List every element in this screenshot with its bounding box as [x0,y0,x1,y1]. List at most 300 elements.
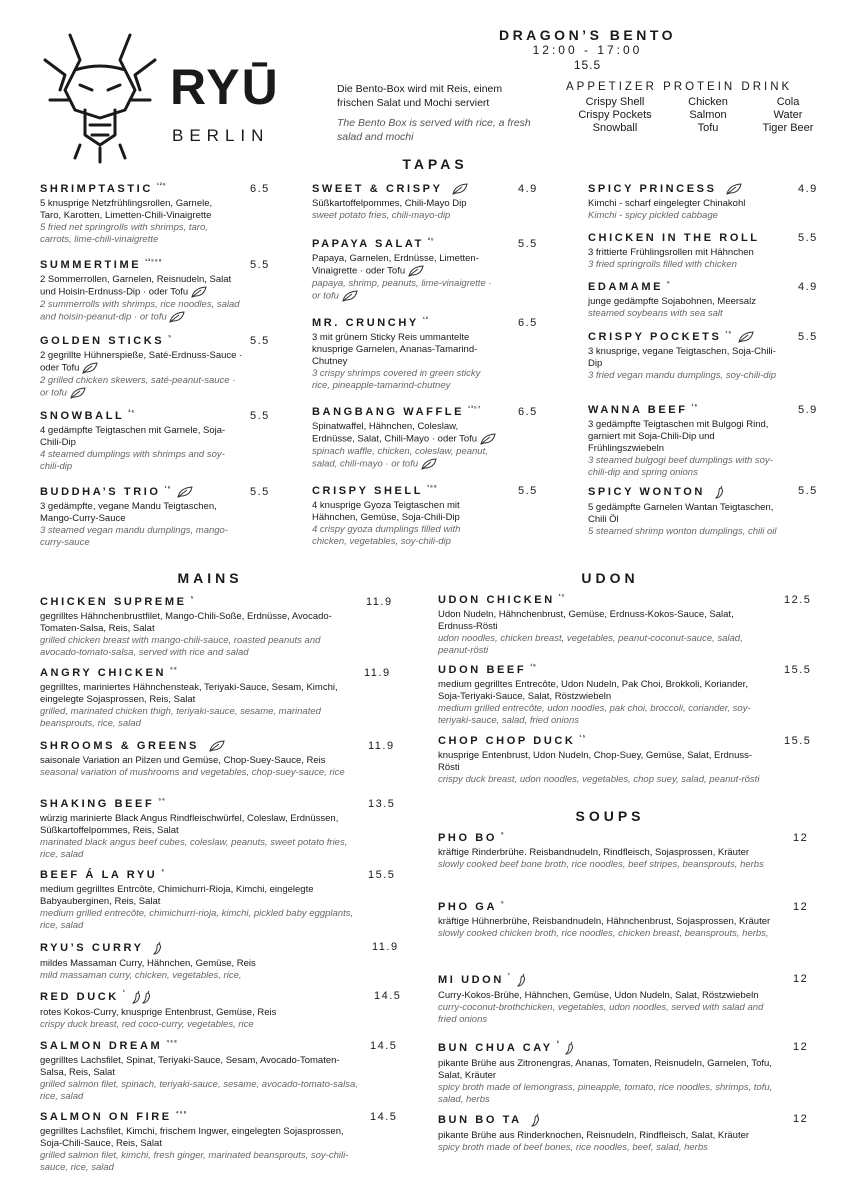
chili-icon [153,941,163,955]
item-price: 12 [793,832,809,844]
item-price: 12 [793,901,809,913]
vegan-leaf-icon [421,458,437,470]
item-description [40,884,360,908]
item-title: SHRIMPTASTIC [40,183,153,195]
chili-icon [142,990,152,1004]
item-description-en [312,446,502,471]
item-allergens: ⁶⁸ [170,667,178,673]
item-description-en [312,368,497,392]
item-price: 5.5 [798,232,818,244]
bento-appetizer: Crispy Pockets [578,109,652,121]
item-description [40,425,230,449]
item-description-text: 3 gedämpfte Teigtaschen mit Bulgogi Rind, garniert mit Soja-Chili-Dip und Frühlingszwiebeln [588,419,769,454]
item-allergens: ¹⁵ [558,594,566,600]
chili-icon [715,485,725,499]
item-description-en [40,908,360,932]
bento-protein: Tofu [697,122,719,134]
tapas-item [588,485,818,538]
item-description [312,421,502,446]
item-name [312,238,497,250]
item-description-en-text: spinach waffle, chicken, coleslaw, peanut, salad, chili-mayo · or tofu [312,445,488,470]
bento-time: 12:00 - 17:00 [532,43,643,57]
item-name [40,1040,360,1052]
item-price: 5.5 [250,486,270,498]
item-description-text: Papaya, Garnelen, Erdnüsse, Limetten-Vinaigrette · oder Tofu [312,253,479,277]
item-title: BEEF Á LA RYU [40,869,158,881]
item-name [312,485,497,497]
item-description-en [40,299,245,324]
section-udon: UDON [581,570,639,586]
item-description-en [312,210,497,222]
soups-item [438,1041,809,1106]
item-name [438,735,768,747]
item-name [438,664,768,676]
item-name [40,740,360,752]
item-description-text: gegrilltes Lachsfilet, Kimchi, frischem Ingwer, eingelegten Sojasprossen, Soja-Chili-Sauce, Reis, Salat [40,1126,344,1149]
item-description-text: 2 Sommerrollen, Garnelen, Reisnudeln, Salat und Hoisin-Erdnuss-Dip · oder Tofu [40,274,232,298]
item-description-en-text: sweet potato fries, chili-mayo-dip [312,210,451,222]
item-name [312,406,502,418]
item-description-text: 2 gegrillte Hühnerspieße, Saté-Erdnuss-Sauce · oder Tofu [40,350,243,374]
item-description-text: 3 gedämpfte, vegane Mandu Teigtaschen, Mango-Curry-Sauce [40,501,217,525]
vegan-leaf-icon [452,183,468,195]
item-name [40,486,245,498]
item-description-en-text: 4 steamed dumplings with shrimps and soy-chili-dip [40,449,225,472]
item-description-text: saisonale Variation an Pilzen und Gemüse, Chop-Suey-Sauce, Reis [40,755,326,767]
item-title: CHOP CHOP DUCK [438,735,576,747]
item-price: 6.5 [518,317,538,329]
mains-item [40,798,396,861]
item-description-en-text: steamed soybeans with sea salt [588,308,723,319]
item-description-en [40,375,245,400]
tapas-item [312,183,538,222]
tapas-item [312,406,538,470]
item-allergens: ⁴⁶⁸ [166,1040,178,1046]
item-description-en [588,210,778,222]
mains-item [40,1111,398,1174]
item-allergens: ¹⁶ [164,486,172,492]
brand-name: RYŪ [170,59,280,115]
item-description-en-text: slowly cooked beef bone broth, rice noodles, beef stripes, beansprouts, herbs [438,859,764,870]
item-description-en-text: marinated black angus beef cubes, coleslaw, peanuts, sweet potato fries, rice, salad [40,837,348,860]
item-description [588,198,778,210]
item-description-en-text: papaya, shrimp, peanuts, lime-vinaigrette · or tofu [312,277,492,302]
item-description-en-text: spicy broth made of beef bones, rice noodles, beef, salad, herbs [438,1142,708,1153]
item-description-en [588,455,778,479]
item-price: 5.5 [518,238,538,250]
item-title: CRISPY POCKETS [588,331,722,343]
item-description-text: 4 gedämpfte Teigtaschen mit Garnele, Soja-Chili-Dip [40,425,226,448]
item-price: 12 [793,1041,809,1053]
item-description-en [588,370,778,382]
item-price: 14.5 [370,1040,398,1052]
soups-item [438,901,809,940]
item-price: 5.9 [798,404,818,416]
item-description-text: pikante Brühe aus Zitronengras, Ananas, Tomaten, Reisnudeln, Garnelen, Tofu, Salat, Kräuter [438,1058,772,1081]
item-description [312,253,497,278]
item-description-text: gegrilltes Lachsfilet, Spinat, Teriyaki-Sauce, Sesam, Avocado-Tomaten-Salsa, Reis, Salat [40,1055,340,1078]
tapas-item [312,317,538,392]
item-allergens: ⁵ [190,596,195,602]
item-title: SNOWBALL [40,410,125,422]
tapas-item [40,259,270,323]
item-description [438,916,783,928]
item-name [40,990,360,1004]
item-description-en-text: seasonal variation of mushrooms and vegetables, chop-suey-sauce, rice [40,767,345,779]
bento-appetizer: Crispy Shell [585,96,645,108]
bento-drink: Cola [776,96,800,108]
item-description [40,274,245,299]
item-price: 12 [793,973,809,985]
item-description-en-text: 3 fried vegan mandu dumplings, soy-chili-dip [588,370,776,382]
item-title: CHICKEN SUPREME [40,596,187,608]
item-title: EDAMAME [588,281,664,293]
item-allergens: ¹⁶⁸ [427,485,438,491]
item-description-en-text: grilled, marinated chicken thigh, teriyaki-sauce, sesame, marinated beansprouts, rice, salad [40,706,321,729]
item-allergens: ¹⁶ [725,331,733,337]
item-description-en-text: crispy duck breast, red coco-curry, vegetables, rice [40,1019,254,1030]
item-description-text: 5 gedämpfte Garnelen Wantan Teigtaschen, Chili Öl [588,502,774,525]
item-name [588,404,778,416]
item-title: BANGBANG WAFFLE [312,406,465,418]
udon-item [438,664,812,727]
item-allergens: ¹ [507,973,511,979]
item-title: RYU’S CURRY [40,941,144,954]
item-description [588,296,778,308]
item-description [40,755,360,767]
item-description [438,609,768,633]
item-description-en [438,1082,783,1106]
item-allergens: ¹⁶ [691,404,699,410]
item-allergens: ⁶ [667,281,671,287]
item-price: 4.9 [798,281,818,293]
item-name [588,232,778,244]
item-description-en-text: 5 fried net springrolls with shrimps, taro, carrots, lime-chili-vinaigrette [40,222,208,245]
item-name [40,941,360,955]
bento-price: 15.5 [573,58,602,72]
item-price: 5.5 [250,335,270,347]
item-description [40,350,245,375]
item-description [438,750,768,774]
vegan-leaf-icon [191,286,207,298]
item-description-text: würzig marinierte Black Angus Rindfleischwürfel, Coleslaw, Erdnüssen, Süßkartoffelpommes, Reis, Salat [40,813,339,836]
item-description-en-text: 2 grilled chicken skewers, saté-peanut-sauce · or tofu [40,374,236,399]
item-allergens: ⁶ [501,832,505,838]
bento-column-heads: APPETIZER PROTEIN DRINK [566,81,793,93]
item-description-en [588,259,778,271]
vegan-leaf-icon [738,331,754,343]
item-description [312,332,497,368]
mains-item [40,941,399,982]
item-price: 12.5 [784,594,812,606]
item-name [40,869,360,881]
item-name [588,281,778,293]
vegan-leaf-icon [169,311,185,323]
item-description [438,1130,783,1142]
item-description-en [438,928,783,940]
item-description-text: junge gedämpfte Sojabohnen, Meersalz [588,296,756,307]
tapas-item [312,238,538,302]
item-description-en-text: 3 steamed bulgogi beef dumplings with soy-chili-dip and spring onions [588,455,773,478]
item-price: 4.9 [798,183,818,195]
brand-city: BERLIN [172,126,270,145]
item-price: 11.9 [368,740,395,752]
bento-drinks [752,96,824,135]
item-description-text: medium gegrilltes Entrecôte, Udon Nudeln, Pak Choi, Brokkoli, Koriander, Soja-Teriyaki-Sauce, Salat, Röstzwiebeln [438,679,748,702]
item-description-en [438,1002,783,1026]
item-price: 11.9 [364,667,391,679]
item-description [40,611,360,635]
item-description-en-text: 3 steamed vegan mandu dumplings, mango-curry-sauce [40,525,229,549]
tapas-item [40,410,270,473]
item-description-en [438,633,768,657]
item-description-en [312,524,497,548]
item-description [40,501,245,525]
item-name [40,259,245,271]
tapas-item [312,485,538,548]
item-description-en-text: 3 crispy shrimps covered in green sticky rice, pineapple-tamarind-chutney [312,368,481,391]
item-name [588,485,778,499]
mains-item [40,869,396,932]
item-allergens: ⁴⁶⁸ [175,1111,188,1117]
section-mains: MAINS [177,570,243,586]
item-allergens: ¹ [122,990,126,996]
item-description [40,958,360,970]
bento-protein: Salmon [689,109,727,121]
item-title: SALMON ON FIRE [40,1111,172,1123]
item-price: 13.5 [368,798,396,810]
section-tapas: TAPAS [402,156,468,172]
item-title: BUN BO TA [438,1113,522,1126]
tapas-item [588,232,818,271]
item-description-text: 3 knusprige, vegane Teigtaschen, Soja-Chili-Dip [588,346,776,370]
item-name [40,410,230,422]
item-title: SHAKING BEEF [40,798,155,810]
bento-drink: Water [773,109,803,121]
item-description-en-text: medium grilled entrecôte, udon noodles, pak choi, broccoli, coriander, soy-teriyaki-sauce, salad, fried onions [438,703,751,726]
item-description-text: Süßkartoffelpommes, Chili-Mayo Dip [312,198,467,210]
dragon-logo-icon [40,30,160,165]
item-description-text: mildes Massaman Curry, Hähnchen, Gemüse, Reis [40,958,256,969]
item-description-en-text: udon noodles, chicken breast, vegetables, peanut-coconut-sauce, salad, peanut-rösti [438,633,743,656]
item-description-en [40,706,360,730]
item-name [312,317,497,329]
item-price: 11.9 [372,941,399,953]
item-description [40,1007,360,1019]
item-name [40,1111,360,1123]
item-allergens: ²⁶ [128,410,136,416]
bento-appetizers [565,96,665,135]
item-description-text: kräftige Hühnerbrühe, Reisbandnudeln, Hähnchenbrust, Sojasprossen, Kräuter [438,916,771,927]
item-title: GOLDEN STICKS [40,335,165,347]
bento-intro [337,82,537,144]
intro-en: The Bento Box is served with rice, a fresh salad and mochi [337,117,531,143]
bento-drink: Tiger Beer [762,122,814,134]
item-description [438,679,768,703]
item-price: 5.5 [250,259,270,271]
soups-item [438,1113,809,1154]
item-price: 11.9 [366,596,393,608]
item-allergens: ⁶ [501,901,505,907]
tapas-item [588,281,818,320]
chili-icon [565,1041,575,1055]
item-description-text: Curry-Kokos-Brühe, Hähnchen, Gemüse, Udon Nudeln, Salat, Röstzwiebeln [438,990,759,1001]
vegan-leaf-icon [726,183,742,195]
tapas-item [588,183,818,222]
item-name [438,973,783,987]
item-description-text: knusprige Entenbrust, Udon Nudeln, Chop-Suey, Gemüse, Salat, Erdnuss-Rösti [438,750,753,773]
item-title: RED DUCK [40,990,119,1003]
item-description [312,500,497,524]
item-name [438,594,768,606]
item-title: PHO BO [438,832,497,844]
item-name [438,1041,783,1055]
item-description-text: kräftige Rinderbrühe. Reisbandnudeln, Rindfleisch, Sojasprossen, Kräuter [438,847,750,858]
item-description-en [438,859,783,871]
item-price: 15.5 [784,664,812,676]
vegan-leaf-icon [209,740,225,752]
item-description-text: rotes Kokos-Curry, knusprige Entenbrust, Gemüse, Reis [40,1007,277,1018]
item-description-text: gegrilltes, mariniertes Hähnchensteak, Teriyaki-Sauce, Sesam, Kimchi, eingelegte Sojasprossen, Reis, Salat [40,682,338,705]
udon-item [438,735,812,786]
item-price: 12 [793,1113,809,1125]
item-price: 14.5 [374,990,402,1002]
mains-item [40,990,402,1031]
item-allergens: ¹² [422,317,429,323]
item-allergens: ¹⁵ [579,735,587,741]
item-description-en-text: crispy duck breast, udon noodles, vegetables, chop suey, salad, peanut-rösti [438,774,760,785]
bento-appetizer: Snowball [592,122,638,134]
item-allergens: ⁵⁶ [158,798,166,804]
vegan-leaf-icon [408,265,424,277]
soups-item [438,832,809,871]
item-description-en-text: slowly cooked chicken broth, rice noodles, chicken breast, beansprouts, herbs, [438,928,769,939]
item-name [40,667,360,679]
item-name [40,183,230,195]
item-title: SWEET & CRISPY [312,183,443,195]
bento-proteins [672,96,744,135]
item-allergens: ¹²⁶ [156,183,167,189]
item-title: SALMON DREAM [40,1040,163,1052]
item-description-en-text: grilled chicken breast with mango-chili-sauce, roasted peanuts and avocado-tomato-salsa, served with rice and salad [40,635,321,658]
item-description [438,990,783,1002]
item-title: BUN CHUA CAY [438,1041,553,1054]
item-allergens: ¹³⁵⁷ [468,406,482,412]
item-title: UDON CHICKEN [438,594,555,606]
item-description-text: 3 frittierte Frühlingsrollen mit Hähnchen [588,247,754,258]
item-price: 14.5 [370,1111,398,1123]
item-description [588,502,778,526]
item-price: 5.5 [798,485,818,497]
item-name [40,335,245,347]
item-description-en [588,308,778,320]
item-name [40,798,360,810]
item-title: PAPAYA SALAT [312,238,424,250]
soups-item [438,973,809,1026]
item-description-en [40,635,360,659]
item-price: 6.5 [250,183,270,195]
item-description-en [312,278,497,303]
item-description-en [40,525,245,549]
item-title: SPICY WONTON [588,485,705,498]
item-title: UDON BEEF [438,664,527,676]
item-description-en [40,449,230,473]
item-description-en-text: 4 crispy gyoza dumplings filled with chicken, vegetables, soy-chili-dip [312,524,461,547]
tapas-item [40,335,270,399]
item-allergens: ⁵ [168,335,173,341]
item-title: ANGRY CHICKEN [40,667,167,679]
item-name [40,596,360,608]
chili-icon [531,1113,541,1127]
item-price: 15.5 [784,735,812,747]
item-description-en [40,970,360,982]
vegan-leaf-icon [177,486,193,498]
item-description [40,1126,360,1150]
bento-protein: Chicken [688,96,728,108]
item-description-en-text: Kimchi - spicy pickled cabbage [588,210,718,222]
item-description [438,1058,783,1082]
item-description-en [40,1079,360,1103]
item-description-text: 5 knusprige Netzfrühlingsrollen, Garnele, Taro, Karotten, Limetten-Chili-Vinaigrette [40,198,213,221]
item-name [312,183,497,195]
item-title: MI UDON [438,973,504,986]
item-description-en-text: mild massaman curry, chicken, vegetables, rice, [40,970,242,981]
item-description-en-text: grilled salmon filet, kimchi, fresh ginger, marinated beansprouts, soy-chili-sauce, rice, salad [40,1150,349,1173]
bento-title: DRAGON’S BENTO [498,27,677,43]
item-description [588,419,778,455]
item-allergens: ¹²⁵⁶⁸ [145,259,163,265]
intro-de: Die Bento-Box wird mit Reis, einem frischen Salat und Mochi serviert [337,83,503,109]
item-name [588,331,778,343]
item-description-text: 3 mit grünem Sticky Reis ummantelte knusprige Garnelen, Ananas-Tamarind-Chutney [312,332,478,367]
item-title: CHICKEN IN THE ROLL [588,232,760,244]
item-description-en-text: spicy broth made of lemongrass, pineapple, tomato, rice noodles, shrimps, tofu, salad, herbs [438,1082,773,1105]
vegan-leaf-icon [70,387,86,399]
item-description-en-text: curry-coconut-brothchicken, vegetables, udon noodles, served with salad and fried onions [438,1002,764,1025]
vegan-leaf-icon [342,290,358,302]
item-description-en [438,774,768,786]
item-title: BUDDHA’S TRIO [40,486,161,498]
item-description-en [40,222,230,246]
item-name [438,901,783,913]
mains-item [40,740,395,779]
item-price: 4.9 [518,183,538,195]
item-description [40,682,360,706]
chili-icon [517,973,527,987]
udon-item [438,594,812,657]
tapas-item [588,331,818,382]
item-description-en [438,1142,783,1154]
item-allergens: ²⁵ [427,238,435,244]
mains-item [40,596,393,659]
mains-item [40,667,391,730]
item-description [588,346,778,370]
item-description [588,247,778,259]
item-description-text: pikante Brühe aus Rinderknochen, Reisnudeln, Rindfleisch, Salat, Kräuter [438,1130,750,1141]
item-description-en [40,1150,360,1174]
item-description-text: Spinatwaffel, Hähnchen, Coleslaw, Erdnüsse, Salat, Chili-Mayo · oder Tofu [312,421,478,445]
item-price: 5.5 [798,331,818,343]
item-name [438,1113,783,1127]
item-description [40,1055,360,1079]
item-description-en-text: 2 summerrolls with shrimps, rice noodles, salad and hoisin-peanut-dip · or tofu [40,298,240,323]
item-name [438,832,783,844]
item-title: WANNA BEEF [588,404,688,416]
item-description-en-text: 3 fried springrolls filled with chicken [588,259,737,270]
item-allergens: ⁶ [161,869,166,875]
item-description-en [40,1019,360,1031]
chili-icon [132,990,142,1004]
